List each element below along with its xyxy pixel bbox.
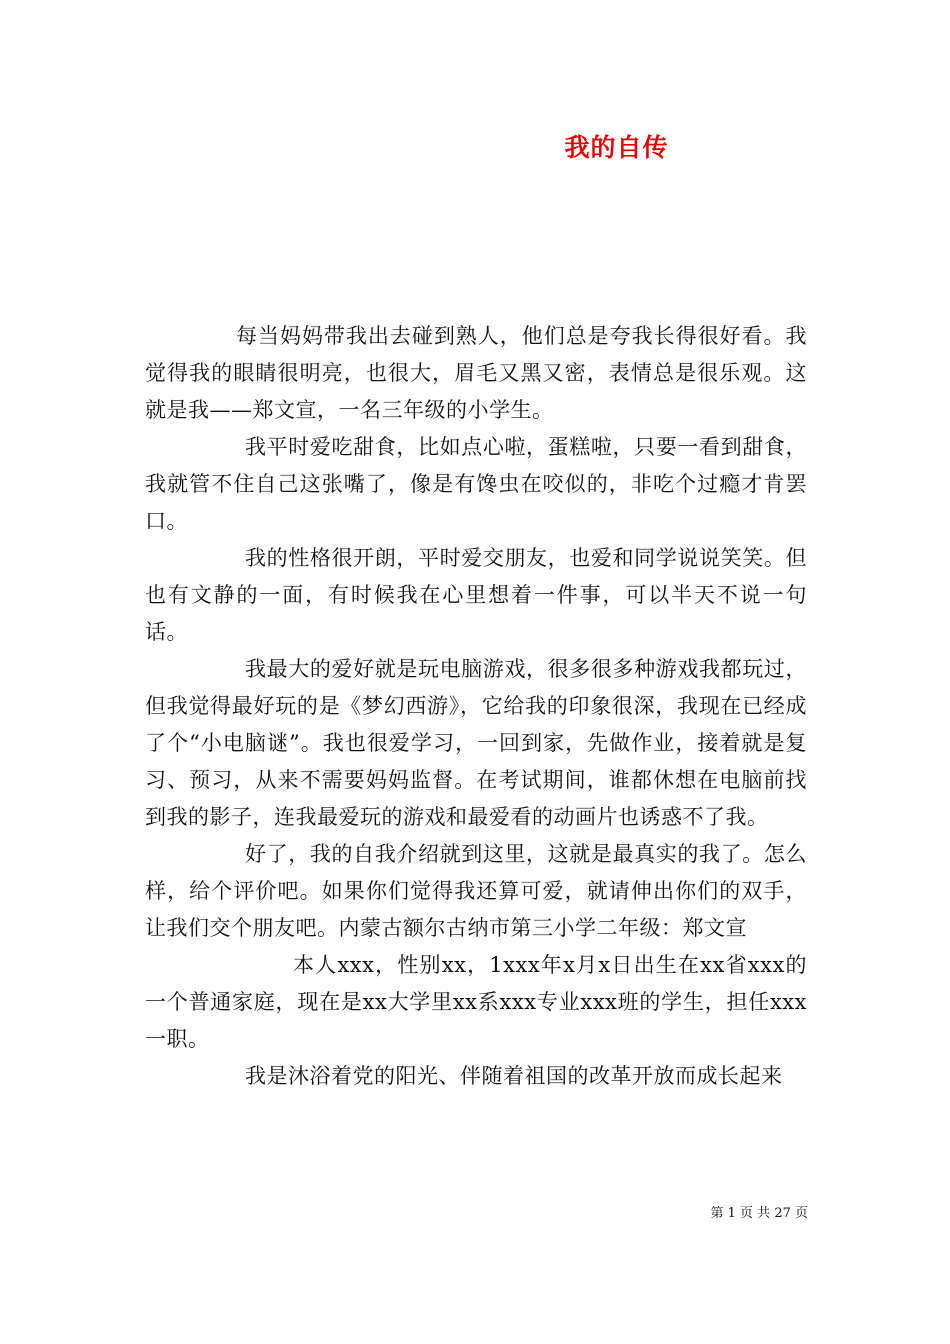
document-title: 我的自传 (564, 133, 669, 162)
paragraph-growth: 我是沐浴着党的阳光、伴随着祖国的改革开放而成长起来 (245, 1064, 783, 1088)
paragraph-closing: 好了，我的自我介绍就到这里，这就是最真实的我了。怎么样，给个评价吧。如果你们觉得我还算可爱，就请伸出你们的双手，让我们交个朋友吧。内蒙古额尔古纳市第三小学二年级：郑文宣 (145, 842, 807, 940)
paragraph-appearance: 每当妈妈带我出去碰到熟人，他们总是夸我长得很好看。我觉得我的眼睛很明亮，也很大，眉毛又黑又密，表情总是很乐观。这就是我——郑文宣，一名三年级的小学生。 (145, 324, 807, 422)
document-body (145, 318, 807, 1095)
page-number-footer: 第 1 页 共 27 页 (710, 1206, 808, 1221)
paragraph-personality: 我的性格很开朗，平时爱交朋友，也爱和同学说说笑笑。但也有文静的一面，有时候我在心里想着一件事，可以半天不说一句话。 (145, 546, 807, 644)
paragraph-sweets: 我平时爱吃甜食，比如点心啦，蛋糕啦，只要一看到甜食，我就管不住自己这张嘴了，像是有馋虫在咬似的，非吃个过瘾才肯罢口。 (145, 435, 807, 533)
paragraph-hobbies: 我最大的爱好就是玩电脑游戏，很多很多种游戏我都玩过，但我觉得最好玩的是《梦幻西游》，它给我的印象很深，我现在已经成了个“小电脑谜”。我也很爱学习，一回到家，先做作业，接着就是复习、预习，从来不需要妈妈监督。在考试期间，谁都休想在电脑前找到我的影子，连我最爱玩的游戏和最爱看的动画片也诱惑不了我。 (145, 657, 807, 829)
paragraph-self-intro: 本人xxx，性别xx，1xxx年x月x日出生在xx省xxx的一个普通家庭，现在是xx大学里xx系xxx专业xxx班的学生，担任xxx一职。 (145, 953, 807, 1051)
